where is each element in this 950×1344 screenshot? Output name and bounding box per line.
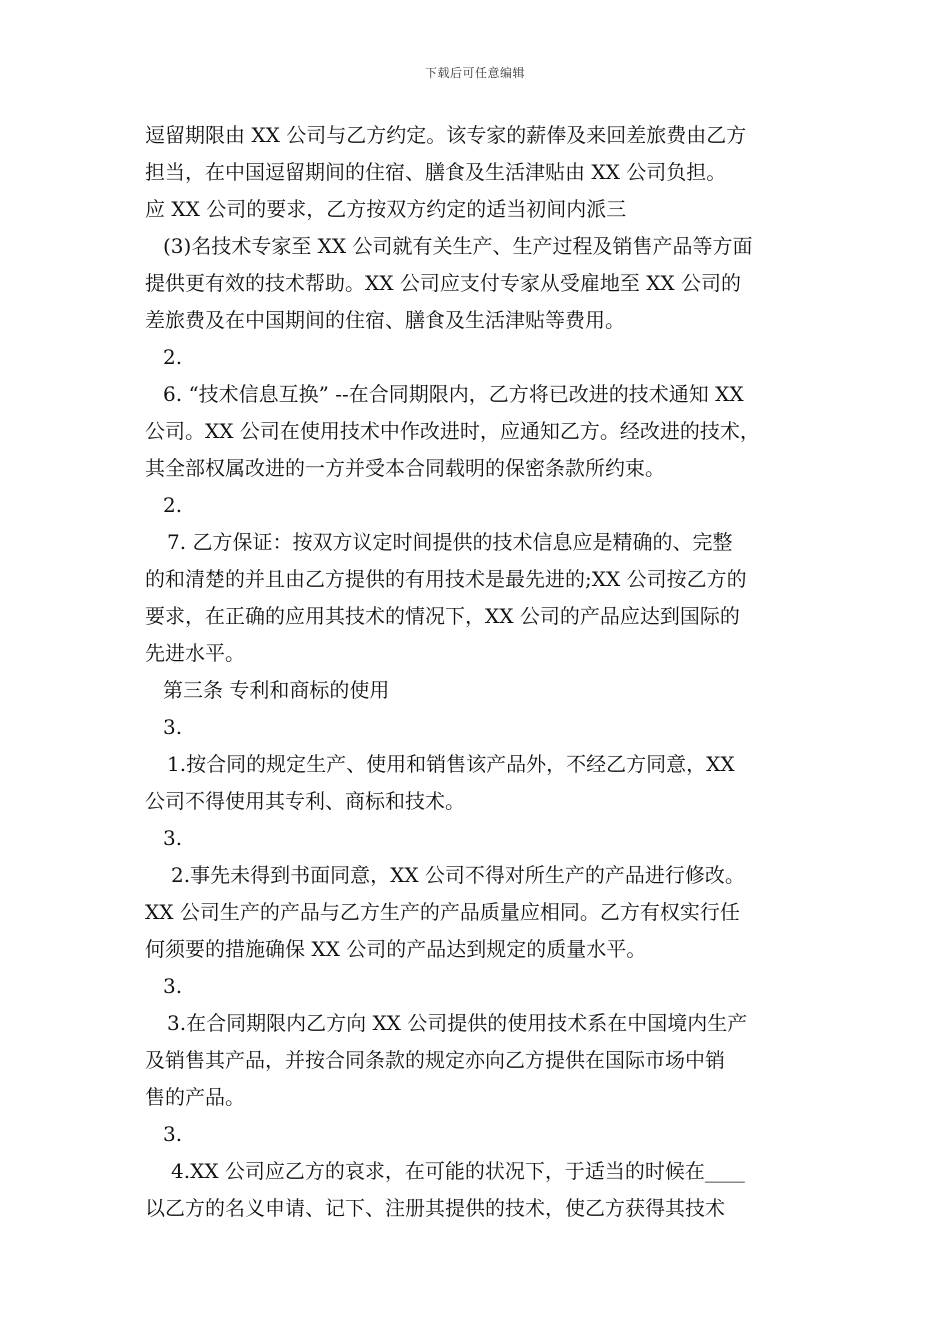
document-body [145,117,817,1227]
text-line: 6. “技术信息互换” --在合同期限内，乙方将已改进的技术通知 XX [163,382,744,406]
text-line: 其全部权属改进的一方并受本合同载明的保密条款所约束。 [145,456,665,480]
page-header: 下载后可任意编辑 [424,66,525,80]
section-number: 2. [163,493,183,517]
text-line: (3)名技术专家至 XX 公司就有关生产、生产过程及销售产品等方面 [163,234,753,258]
text-line: 担当，在中国逗留期间的住宿、膳食及生活津贴由 XX 公司负担。 [145,160,727,184]
text-line: 7. 乙方保证：按双方议定时间提供的技术信息应是精确的、完整 [167,530,733,554]
text-line: 1.按合同的规定生产、使用和销售该产品外，不经乙方同意，XX [167,752,735,776]
section-number: 3. [163,826,183,850]
text-line: 何须要的措施确保 XX 公司的产品达到规定的质量水平。 [145,937,647,961]
text-line: 售的产品。 [145,1085,245,1109]
text-line: 2.事先未得到书面同意，XX 公司不得对所生产的产品进行修改。 [171,863,745,887]
text-line: 4.XX 公司应乙方的哀求，在可能的状况下，于适当的时候在____ [171,1159,745,1183]
text-line: 应 XX 公司的要求，乙方按双方约定的适当初间内派三 [145,197,627,221]
text-line: XX 公司生产的产品与乙方生产的产品质量应相同。乙方有权实行任 [145,900,740,924]
article-heading: 第三条 专利和商标的使用 [163,678,390,702]
section-number: 3. [163,715,183,739]
text-line: 公司。XX 公司在使用技术中作改进时，应通知乙方。经改进的技术， [145,419,760,443]
text-line: 提供更有效的技术帮助。XX 公司应支付专家从受雇地至 XX 公司的 [145,271,742,295]
section-number: 3. [163,1122,183,1146]
text-line: 以乙方的名义申请、记下、注册其提供的技术，使乙方获得其技术 [145,1196,725,1220]
text-line: 差旅费及在中国期间的住宿、膳食及生活津贴等费用。 [145,308,625,332]
text-line: 及销售其产品，并按合同条款的规定亦向乙方提供在国际市场中销 [145,1048,725,1072]
text-line: 逗留期限由 XX 公司与乙方约定。该专家的薪俸及来回差旅费由乙方 [145,123,747,147]
text-line: 的和清楚的并且由乙方提供的有用技术是最先进的;XX 公司按乙方的 [145,567,747,591]
section-number: 3. [163,974,183,998]
text-line: 公司不得使用其专利、商标和技术。 [145,789,465,813]
text-line: 先进水平。 [145,641,245,665]
text-line: 要求，在正确的应用其技术的情况下，XX 公司的产品应达到国际的 [145,604,740,628]
section-number: 2. [163,345,183,369]
text-line: 3.在合同期限内乙方向 XX 公司提供的使用技术系在中国境内生产 [167,1011,748,1035]
